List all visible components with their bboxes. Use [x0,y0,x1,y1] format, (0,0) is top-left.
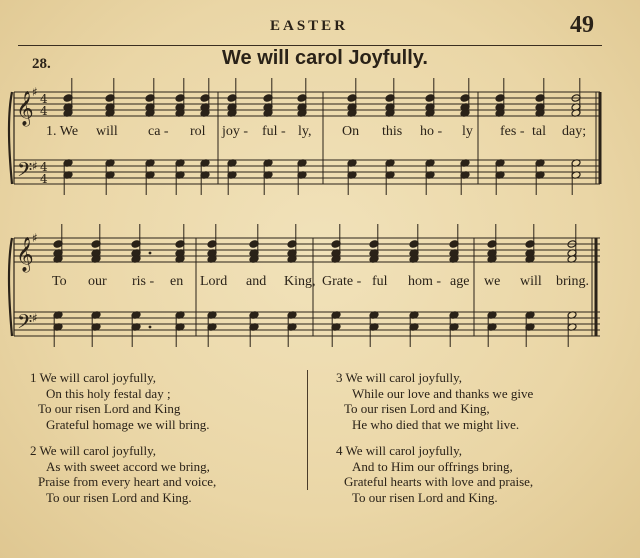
hymn-title: We will carol Joyfully. [222,47,428,69]
augmentation-dot [177,106,180,109]
lyric-syllable: age [450,274,470,289]
verse-line: Praise from every heart and voice, [38,474,217,489]
brace [9,92,12,184]
lyric-syllable: ful [372,274,388,289]
verse-line: And to Him our offrings bring, [352,458,513,474]
verse-line: 1 We will carol joyfully, [30,370,157,385]
column-divider [307,370,308,490]
verse-line: To our risen Lord and King. [46,489,192,505]
sharp-sign: ♯ [32,311,38,325]
lyric-syllable: Lord [200,274,228,289]
sharp-sign: ♯ [32,85,38,99]
augmentation-dot [149,326,152,329]
lyric-syllable: ly, [298,124,312,139]
lyric-syllable: en [170,274,184,289]
bass-clef: 𝄢 [17,158,33,186]
hymn-number: 28. [32,56,51,72]
verse-line: Grateful hearts with love and praise, [344,474,534,489]
verse-line: As with sweet accord we bring, [46,458,210,474]
verse-line: Grateful homage we will bring. [46,416,210,432]
verse-line: 3 We will carol joyfully, [336,370,463,385]
verse-line: 4 We will carol joyfully, [336,443,463,458]
treble-clef: 𝄞 [16,91,34,126]
stanza-right-1 [336,370,533,432]
stanza-left-2 [30,443,216,505]
verse-line: To our risen Lord and King. [352,489,498,505]
lyric-syllable: fes - [500,124,525,139]
lyric-syllable: ho - [420,124,443,139]
lyric-syllable: will [96,124,118,139]
augmentation-dot [149,252,152,255]
lyric-syllable: will [520,274,542,289]
lyric-syllable: rol [190,124,206,139]
verse-line: While our love and thanks we give [352,385,534,401]
sharp-sign: ♯ [32,231,38,245]
lyric-syllable: On [342,124,360,139]
lyric-syllable: we [484,274,501,289]
verses-right-column [336,370,533,516]
lyric-syllable: bring. [556,274,590,289]
augmentation-dot [177,174,180,177]
time-signature: 4 [40,160,48,174]
lyric-syllable: Grate - [322,274,362,289]
lyric-syllable: hom - [408,274,442,289]
page-number: 49 [570,12,594,38]
time-signature: 4 [40,92,48,106]
sharp-sign: ♯ [32,159,38,173]
stanza-left-1 [30,370,216,432]
lyric-syllable: ly [462,124,473,139]
lyric-syllable: this [382,124,403,139]
verse-line: To our risen Lord and King, [344,401,490,416]
treble-clef: 𝄞 [16,237,34,272]
lyric-syllable: our [88,274,107,289]
verse-line: 2 We will carol joyfully, [30,443,157,458]
time-signature: 4 [40,104,48,118]
verse-line: To our risen Lord and King [38,401,181,416]
verse-line: On this holy festal day ; [46,385,171,401]
time-signature: 4 [40,172,48,186]
stanza-right-2 [336,443,533,505]
bass-clef: 𝄢 [17,310,33,338]
verse-line: He who died that we might live. [352,416,520,432]
lyric-syllable: ful - [262,124,286,139]
lyric-syllable: day; [562,124,587,139]
lyric-syllable: tal [532,124,546,139]
lyric-syllable: joy - [222,124,249,139]
lyric-syllable: To [52,274,67,289]
lyric-syllable: ris - [132,274,155,289]
lyric-syllable: 1. We [46,124,79,139]
running-title: EASTER [270,18,349,34]
brace [9,238,12,336]
lyric-syllable: and [246,274,267,289]
lyric-syllable: ca - [148,124,169,139]
verses-left-column [30,370,216,516]
lyric-syllable: King, [284,274,316,289]
